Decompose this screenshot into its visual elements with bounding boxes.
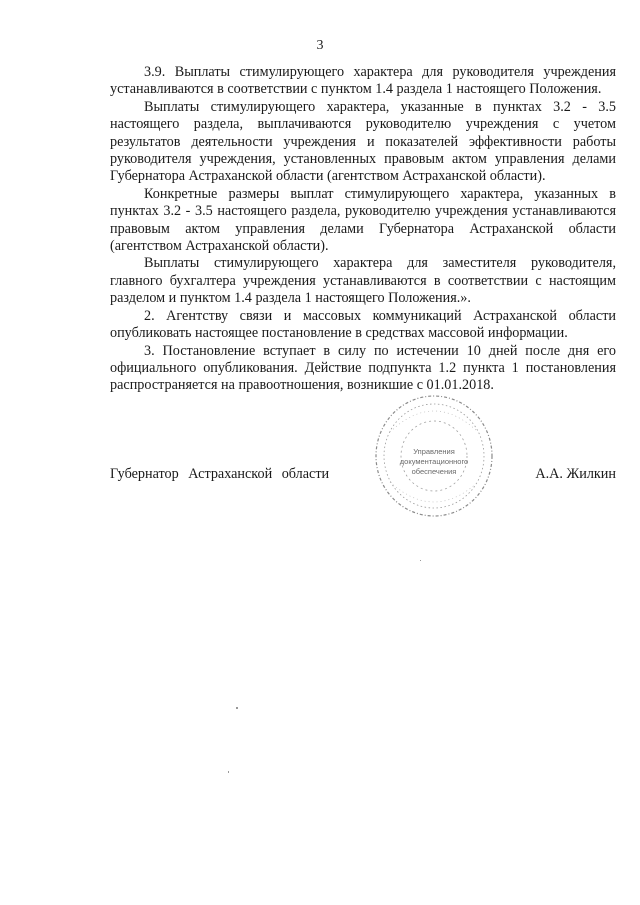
- stamp-seal-graphic: [372, 392, 496, 520]
- paragraph-stimulus-amounts: Конкретные размеры выплат стимулирующего характера, указанных в пунктах 3.2 - 3.5 настоящего раздела, руководителю учреждения устанавливаются правовым актом управления делами Губернатора Астраханской области (агентством Астраханской области).: [110, 185, 616, 255]
- stamp-line-1: Управления: [413, 447, 455, 456]
- document-body: [110, 64, 616, 395]
- paragraph-item-3: 3. Постановление вступает в силу по истечении 10 дней после дня его официального опубликования. Действие подпункта 1.2 пункта 1 постановления распространяется на правоотношения, возникшие с 01.01.2018.: [110, 342, 616, 394]
- signatory-position: Губернатор Астраханской области: [110, 466, 330, 482]
- signatory-name: А.А. Жилкин: [535, 466, 616, 482]
- signature-row: [110, 466, 616, 486]
- paragraph-stimulus-results: Выплаты стимулирующего характера, указанные в пунктах 3.2 - 3.5 настоящего раздела, выплачиваются руководителю учреждения с учетом результатов деятельности учреждения и показателей эффективности работы руководителя учреждения, установленных правовым актом управления делами Губернатора Астраханской области (агентством Астраханской области).: [110, 98, 616, 185]
- stamp-line-3: обеспечения: [411, 467, 457, 476]
- paragraph-3-9: 3.9. Выплаты стимулирующего характера для руководителя учреждения устанавливаются в соответствии с пунктом 1.4 раздела 1 настоящего Положения.: [110, 64, 616, 98]
- scan-speck: [236, 707, 238, 709]
- stamp-line-2: документационного: [399, 457, 469, 466]
- paragraph-stimulus-deputy: Выплаты стимулирующего характера для заместителя руководителя, главного бухгалтера учреждения устанавливаются в соответствии с настоящим разделом и пунктом 1.4 раздела 1 настоящего Положения.».: [110, 255, 616, 307]
- paragraph-item-2: 2. Агентству связи и массовых коммуникаций Астраханской области опубликовать настоящее постановление в средствах массовой информации.: [110, 307, 616, 342]
- stamp-seal: [372, 392, 496, 520]
- scan-speck: [228, 771, 229, 773]
- page-number: 3: [316, 38, 324, 53]
- scan-speck: [420, 560, 421, 561]
